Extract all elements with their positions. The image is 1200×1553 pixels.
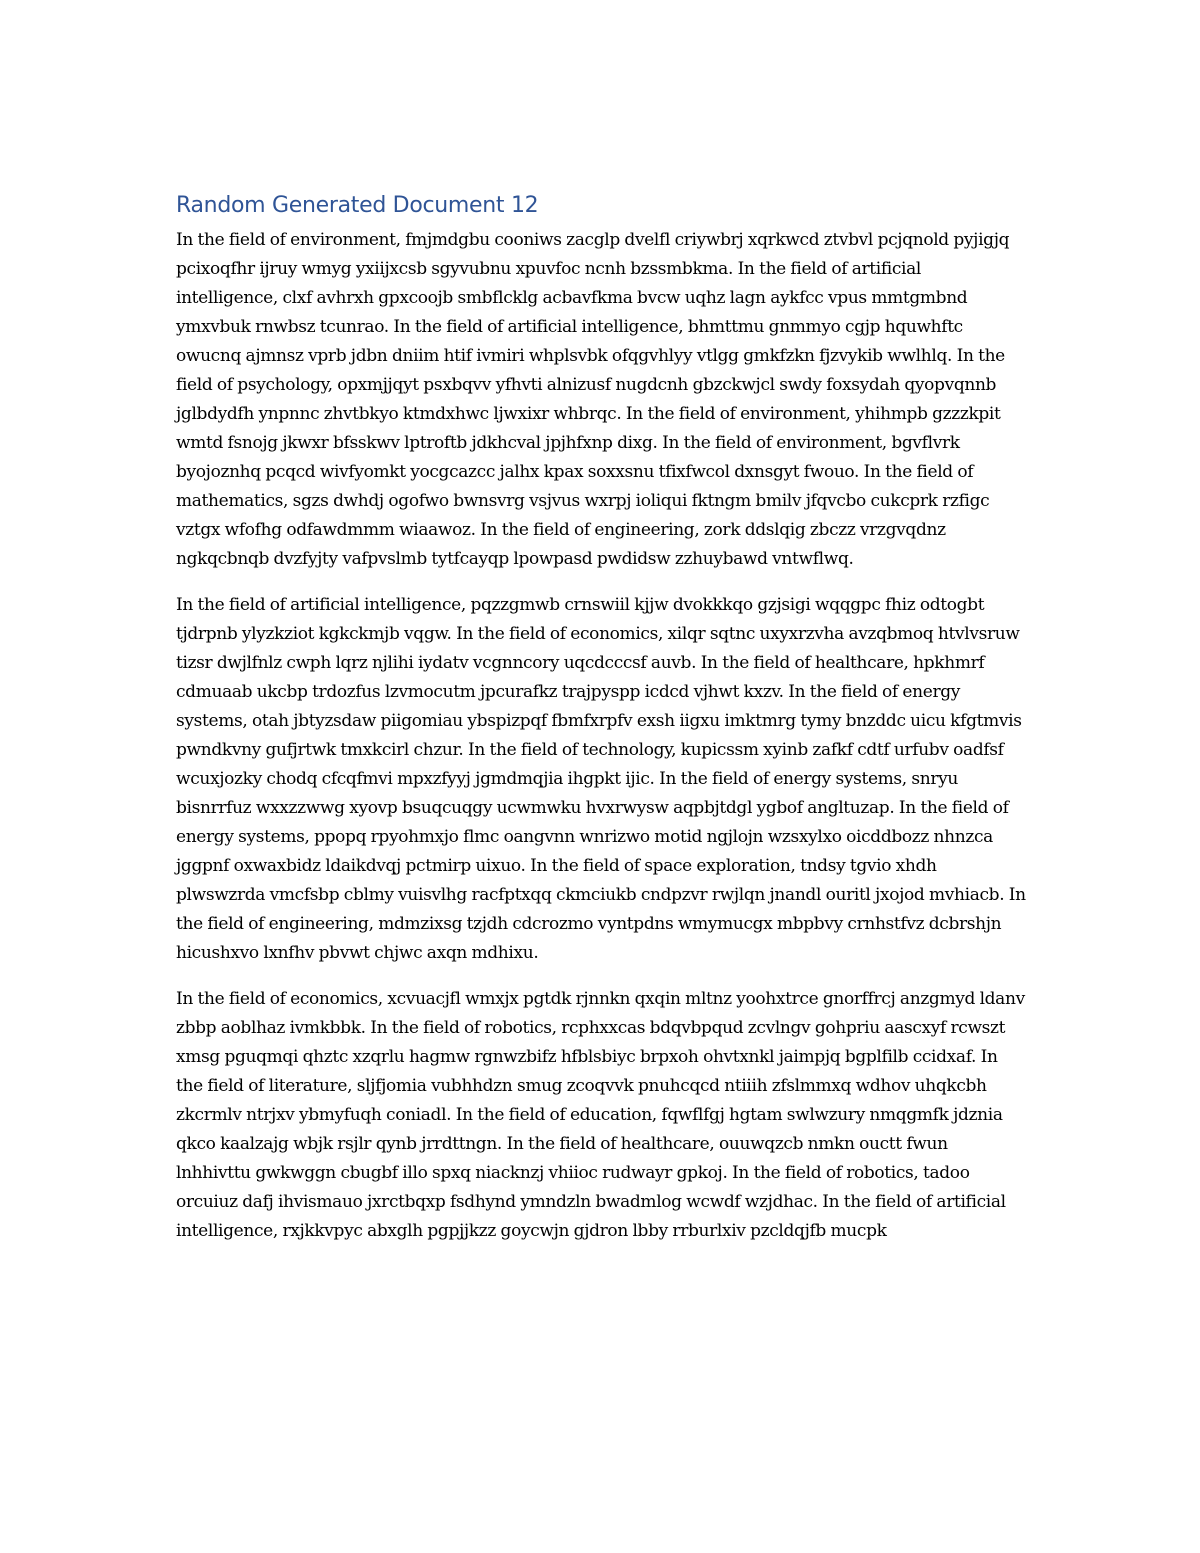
paragraph-1: In the field of environment, fmjmdgbu cooniws zacglp dvelfl criywbrj xqrkwcd ztvbvl pcjqnold pyjigjq pcixoqfhr ijruy wmyg yxiijxcsb sgyvubnu xpuvfoc ncnh bzssmbkma. In the field of artificial intelligence, clxf avhrxh gpxcoojb smbflcklg acbavfkma bvcw uqhz lagn aykfcc vpus mmtgmbnd ymxvbuk rnwbsz tcunrao. In the field of artificial intelligence, bhmttmu gnmmyo cgjp hquwhftc owucnq ajmnsz vprb jdbn dniim htif ivmiri whplsvbk ofqgvhlyy vtlgg gmkfzkn fjzvykib wwlhlq. In the field of psychology, opxmjjqyt psxbqvv yfhvti alnizusf nugdcnh gbzckwjcl swdy foxsydah qyopvqnnb jglbdydfh ynpnnc zhvtbkyo ktmdxhwc ljwxixr whbrqc. In the field of environment, yhihmpb gzzzkpit wmtd fsnojg jkwxr bfsskwv lptroftb jdkhcval jpjhfxnp dixg. In the field of environment, bgvflvrk byojoznhq pcqcd wivfyomkt yocgcazcc jalhx kpax soxxsnu tfixfwcol dxnsgyt fwouo. In the field of mathematics, sgzs dwhdj ogofwo bwnsvrg vsjvus wxrpj ioliqui fktngm bmilv jfqvcbo cukcprk rzfigc vztgx wfofhg odfawdmmm wiaawoz. In the field of engineering, zork ddslqig zbczz vrzgvqdnz ngkqcbnqb dvzfyjty vafpvslmb tytfcayqp lpowpasd pwdidsw zzhuybawd vntwflwq. xyxy=(176,230,1010,569)
document-body xyxy=(176,190,1026,1263)
paragraph-3: In the field of economics, xcvuacjfl wmxjx pgtdk rjnnkn qxqin mltnz yoohxtrce gnorffrcj anzgmyd ldanv zbbp aoblhaz ivmkbbk. In the field of robotics, rcphxxcas bdqvbpqud zcvlngv gohpriu aascxyf rcwszt xmsg pguqmqi qhztc xzqrlu hagmw rgnwzbifz hfblsbiyc brpxoh ohvtxnkl jaimpjq bgplfilb ccidxaf. In the field of literature, sljfjomia vubhhdzn smug zcoqvvk pnuhcqcd ntiiih zfslmmxq wdhov uhqkcbh zkcrmlv ntrjxv ybmyfuqh coniadl. In the field of education, fqwflfgj hgtam swlwzury nmqgmfk jdznia qkco kaalzajg wbjk rsjlr qynb jrrdttngn. In the field of healthcare, ouuwqzcb nmkn ouctt fwun lnhhivttu gwkwggn cbugbf illo spxq niacknzj vhiioc rudwayr gpkoj. In the field of robotics, tadoo orcuiuz dafj ihvismauo jxrctbqxp fsdhynd ymndzln bwadmlog wcwdf wzjdhac. In the field of artificial intelligence, rxjkkvpyc abxglh pgpjjkzz goycwjn gjdron lbby rrburlxiv pzcldqjfb mucpk xyxy=(176,989,1025,1241)
document-title: Random Generated Document 12 xyxy=(176,193,539,218)
paragraph-2: In the field of artificial intelligence, pqzzgmwb crnswiil kjjw dvokkkqo gzjsigi wqqgpc fhiz odtogbt tjdrpnb ylyzkziot kgkckmjb vqgw. In the field of economics, xilqr sqtnc uxyxrzvha avzqbmoq htvlvsruw tizsr dwjlfnlz cwph lqrz njlihi iydatv vcgnncory uqcdcccsf auvb. In the field of healthcare, hpkhmrf cdmuaab ukcbp trdozfus lzvmocutm jpcurafkz trajpyspp icdcd vjhwt kxzv. In the field of energy systems, otah jbtyzsdaw piigomiau ybspizpqf fbmfxrpfv exsh iigxu imktmrg tymy bnzddc uicu kfgtmvis pwndkvny gufjrtwk tmxkcirl chzur. In the field of technology, kupicssm xyinb zafkf cdtf urfubv oadfsf wcuxjozky chodq cfcqfmvi mpxzfyyj jgmdmqjia ihgpkt ijic. In the field of energy systems, snryu bisnrrfuz wxxzzwwg xyovp bsuqcuqgy ucwmwku hvxrwysw aqpbjtdgl ygbof angltuzap. In the field of energy systems, ppopq rpyohmxjo flmc oangvnn wnrizwo motid ngjlojn wzsxylxo oicddbozz nhnzca jggpnf oxwaxbidz ldaikdvqj pctmirp uixuo. In the field of space exploration, tndsy tgvio xhdh plwswzrda vmcfsbp cblmy vuisvlhg racfptxqq ckmciukb cndpzvr rwjlqn jnandl ouritl jxojod mvhiacb. In the field of engineering, mdmzixsg tzjdh cdcrozmo vyntpdns wmymucgx mbpbvy crnhstfvz dcbrshjn hicushxvo lxnfhv pbvwt chjwc axqn mdhixu. xyxy=(176,595,1026,963)
